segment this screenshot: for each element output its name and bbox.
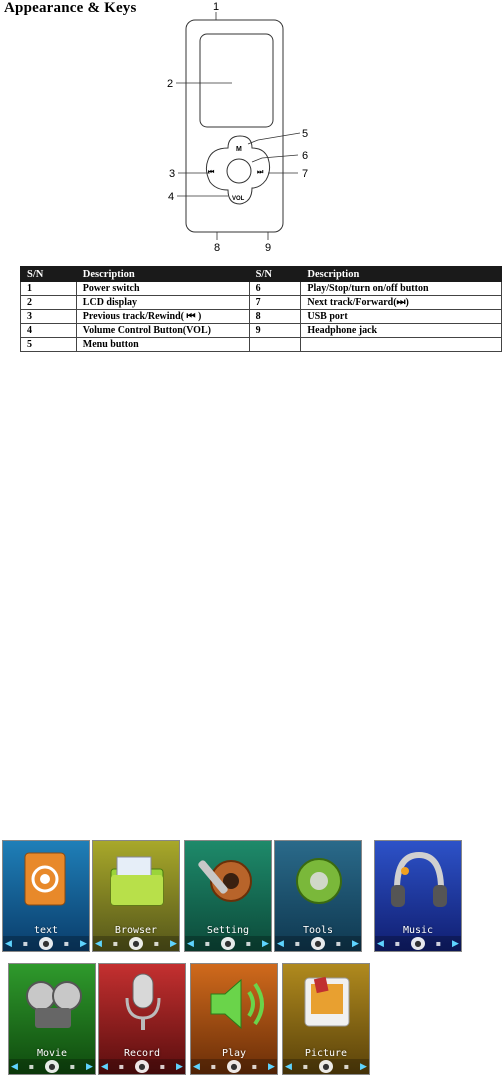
menu-caption: Browser	[114, 925, 158, 936]
cell-description: Volume Control Button(VOL)	[76, 324, 249, 338]
cell-description	[301, 338, 502, 352]
cell-sn: 5	[21, 338, 77, 352]
cell-sn	[249, 338, 301, 352]
arrow-right-icon: ▶	[86, 1061, 93, 1072]
menu-screens-row-1	[0, 840, 504, 952]
menu-slot-icon: ▪	[343, 1062, 350, 1071]
address-book-icon	[3, 841, 90, 917]
menu-slot-icon: ●	[129, 937, 143, 950]
menu-slot-icon: ●	[227, 1060, 241, 1073]
header-description: Description	[76, 267, 249, 282]
callout-4: 4	[168, 191, 175, 203]
menu-slot-icon: ▪	[245, 939, 252, 948]
arrow-left-icon: ◀	[95, 938, 102, 949]
menu-slot-icon: ▪	[302, 1062, 309, 1071]
cell-sn: 3	[21, 310, 77, 324]
page-heading: Appearance & Keys	[4, 0, 137, 16]
vol-key-label: VOL	[232, 196, 245, 202]
menu-icon-bar	[283, 1059, 369, 1074]
menu-icon-bar	[375, 936, 461, 951]
menu-screens-row-2	[0, 963, 504, 1075]
menu-screen-tools	[274, 840, 362, 952]
callout-3: 3	[169, 168, 176, 180]
arrow-right-icon: ▶	[170, 938, 177, 949]
cell-sn: 7	[249, 296, 301, 310]
keys-table	[20, 266, 502, 352]
menu-icon-bar	[9, 1059, 95, 1074]
table-row	[21, 282, 502, 296]
next-key-label: ⏭	[257, 169, 264, 176]
menu-slot-icon: ●	[39, 937, 53, 950]
arrow-left-icon: ◀	[377, 938, 384, 949]
headphones-icon	[375, 841, 462, 917]
arrow-left-icon: ◀	[101, 1061, 108, 1072]
callout-7: 7	[302, 168, 309, 180]
arrow-left-icon: ◀	[277, 938, 284, 949]
cell-description: Power switch	[76, 282, 249, 296]
menu-caption: text	[33, 925, 59, 936]
callout-9: 9	[265, 242, 272, 254]
menu-screen-record	[98, 963, 186, 1075]
cell-description: LCD display	[76, 296, 249, 310]
cell-description: Next track/Forward(⏭)	[301, 296, 502, 310]
menu-icon-bar	[185, 936, 271, 951]
cell-description: Play/Stop/turn on/off button	[301, 282, 502, 296]
menu-slot-icon: ▪	[118, 1062, 125, 1071]
gear-icon	[275, 841, 362, 917]
menu-caption: Setting	[206, 925, 250, 936]
callout-8: 8	[214, 242, 221, 254]
menu-slot-icon: ▪	[210, 1062, 217, 1071]
menu-slot-icon: ▪	[63, 939, 70, 948]
menu-caption: Music	[402, 925, 434, 936]
menu-screen-text	[2, 840, 90, 952]
arrow-right-icon: ▶	[268, 1061, 275, 1072]
menu-caption: Tools	[302, 925, 334, 936]
menu-slot-icon: ▪	[22, 939, 29, 948]
menu-caption: Movie	[36, 1048, 68, 1059]
cell-description: Headphone jack	[301, 324, 502, 338]
table-row	[21, 324, 502, 338]
menu-screen-play	[190, 963, 278, 1075]
menu-slot-icon: ▪	[294, 939, 301, 948]
menu-slot-icon: ●	[311, 937, 325, 950]
table-row	[21, 310, 502, 324]
arrow-left-icon: ◀	[5, 938, 12, 949]
menu-slot-icon: ▪	[335, 939, 342, 948]
menu-slot-icon: ▪	[28, 1062, 35, 1071]
menu-screen-browser	[92, 840, 180, 952]
film-reel-icon	[9, 964, 96, 1040]
table-row	[21, 296, 502, 310]
arrow-right-icon: ▶	[80, 938, 87, 949]
device-diagram	[0, 0, 504, 255]
arrow-left-icon: ◀	[187, 938, 194, 949]
menu-slot-icon: ●	[221, 937, 235, 950]
callout-5: 5	[302, 128, 309, 140]
arrow-left-icon: ◀	[193, 1061, 200, 1072]
menu-slot-icon: ▪	[159, 1062, 166, 1071]
prev-key-label: ⏮	[208, 169, 215, 176]
header-sn: S/N	[21, 267, 77, 282]
menu-slot-icon: ▪	[394, 939, 401, 948]
menu-caption: Record	[123, 1048, 161, 1059]
arrow-left-icon: ◀	[11, 1061, 18, 1072]
cell-sn: 9	[249, 324, 301, 338]
menu-icon-bar	[191, 1059, 277, 1074]
microphone-icon	[99, 964, 186, 1040]
arrow-right-icon: ▶	[360, 1061, 367, 1072]
photo-frame-icon	[283, 964, 370, 1040]
menu-caption: Play	[221, 1048, 247, 1059]
cell-sn: 6	[249, 282, 301, 296]
cell-sn: 8	[249, 310, 301, 324]
menu-icon-bar	[99, 1059, 185, 1074]
menu-icon-bar	[3, 936, 89, 951]
menu-slot-icon: ▪	[204, 939, 211, 948]
arrow-right-icon: ▶	[176, 1061, 183, 1072]
table-row	[21, 338, 502, 352]
arrow-left-icon: ◀	[285, 1061, 292, 1072]
header-sn: S/N	[249, 267, 301, 282]
menu-key-label: M	[236, 146, 242, 153]
callout-2: 2	[167, 78, 174, 90]
menu-slot-icon: ●	[411, 937, 425, 950]
arrow-right-icon: ▶	[262, 938, 269, 949]
menu-caption: Picture	[304, 1048, 348, 1059]
cell-description: Previous track/Rewind( ⏮ )	[76, 310, 249, 324]
arrow-right-icon: ▶	[452, 938, 459, 949]
menu-screen-picture	[282, 963, 370, 1075]
header-description: Description	[301, 267, 502, 282]
cell-description: Menu button	[76, 338, 249, 352]
wrench-gear-icon	[185, 841, 272, 917]
menu-slot-icon: ▪	[112, 939, 119, 948]
speaker-icon	[191, 964, 278, 1040]
callout-6: 6	[302, 150, 309, 162]
menu-slot-icon: ▪	[69, 1062, 76, 1071]
play-button	[227, 159, 251, 183]
menu-slot-icon: ▪	[435, 939, 442, 948]
folder-icon	[93, 841, 180, 917]
menu-icon-bar	[275, 936, 361, 951]
menu-screen-movie	[8, 963, 96, 1075]
menu-slot-icon: ●	[319, 1060, 333, 1073]
cell-sn: 2	[21, 296, 77, 310]
menu-slot-icon: ●	[45, 1060, 59, 1073]
cell-sn: 4	[21, 324, 77, 338]
menu-screen-setting	[184, 840, 272, 952]
callout-1: 1	[213, 1, 220, 13]
cell-sn: 1	[21, 282, 77, 296]
table-header-row	[21, 267, 502, 282]
menu-icon-bar	[93, 936, 179, 951]
menu-slot-icon: ●	[135, 1060, 149, 1073]
menu-slot-icon: ▪	[251, 1062, 258, 1071]
cell-description: USB port	[301, 310, 502, 324]
menu-screen-music	[374, 840, 462, 952]
lcd-display	[200, 34, 273, 127]
arrow-right-icon: ▶	[352, 938, 359, 949]
menu-slot-icon: ▪	[153, 939, 160, 948]
